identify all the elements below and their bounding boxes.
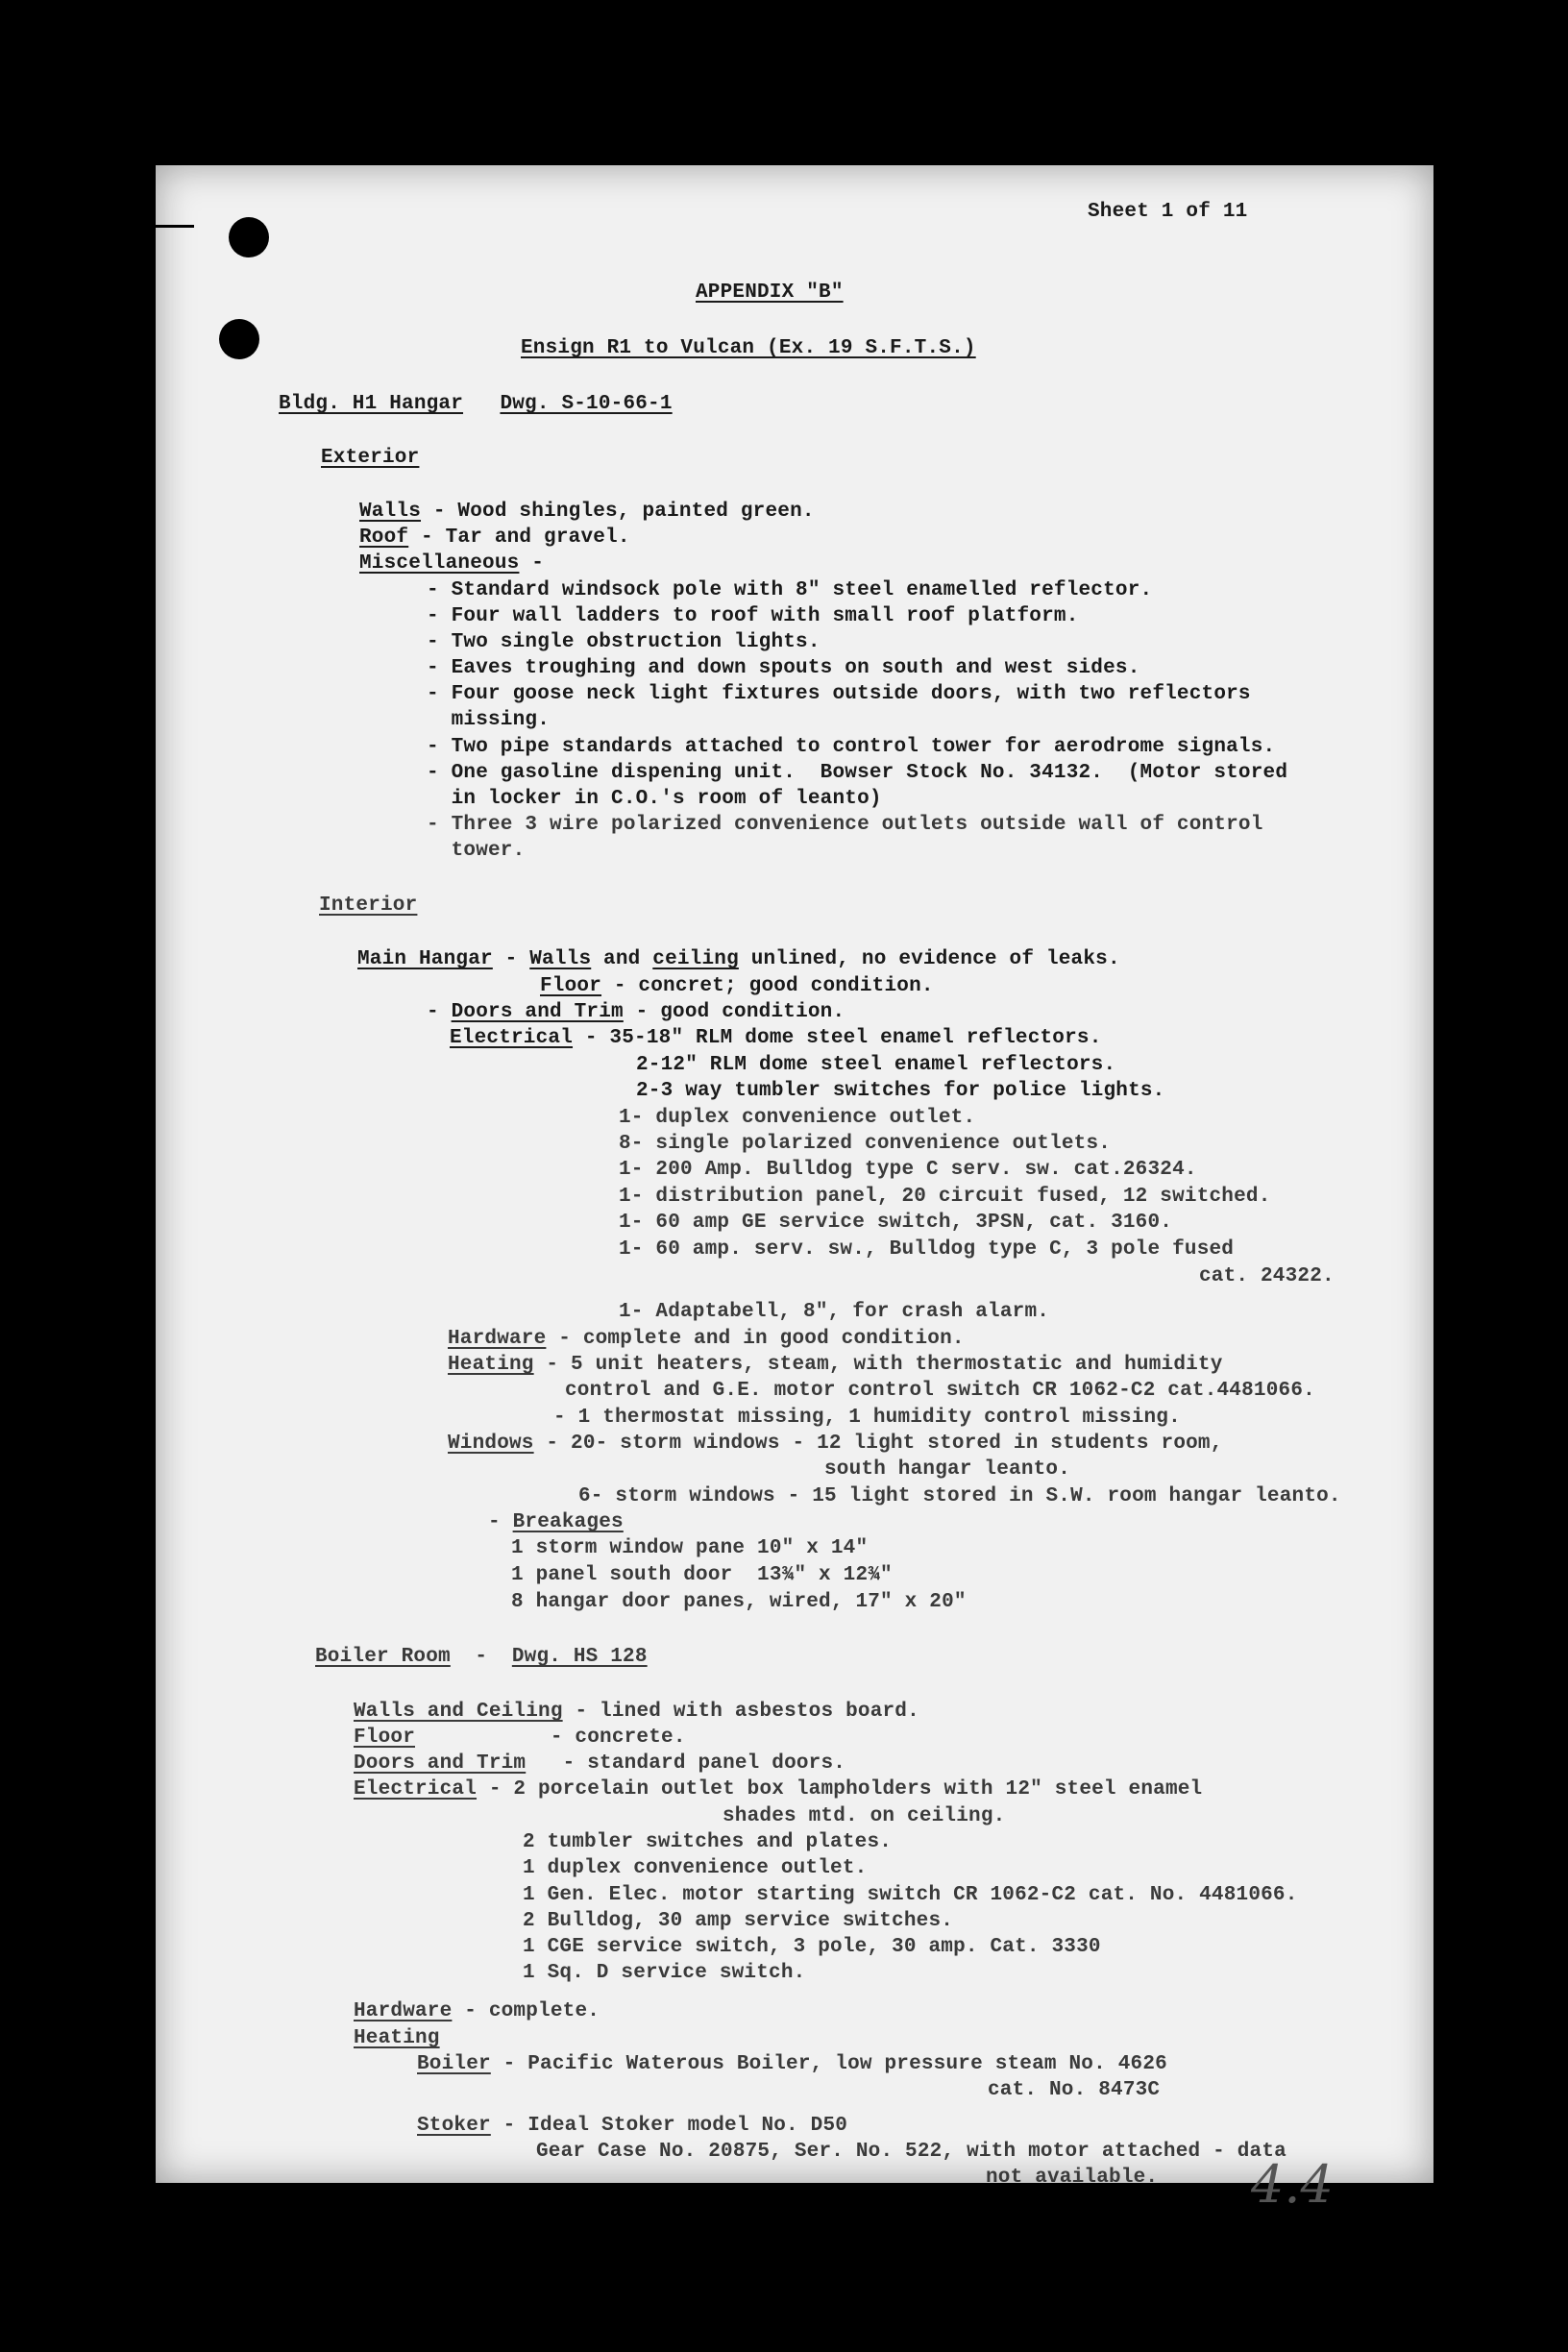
interior-heading: Interior xyxy=(319,894,418,917)
electrical-item: 1- 60 amp. serv. sw., Bulldog type C, 3 pole fused xyxy=(619,1238,1235,1261)
boiler-floor-label: Floor xyxy=(354,1727,416,1749)
misc-item: - Four goose neck light fixtures outside doors, with two reflectors xyxy=(427,683,1251,705)
floor-label: Floor xyxy=(540,975,602,997)
breakages-prefix: - xyxy=(488,1511,513,1533)
doors-text: - good condition. xyxy=(623,1001,845,1023)
misc-item: tower. xyxy=(427,840,526,862)
boiler-heating-label: Heating xyxy=(354,2027,440,2049)
boiler-electrical-label: Electrical xyxy=(354,1778,478,1801)
main-hangar-line xyxy=(357,947,1120,972)
breakage-item: 1 panel south door 13¾" x 12¾" xyxy=(511,1564,893,1586)
floor-text: - concret; good condition. xyxy=(601,975,934,997)
handwritten-notation: 4.4 xyxy=(1251,2154,1334,2215)
exterior-misc xyxy=(359,551,544,576)
building-drawing: Dwg. S-10-66-1 xyxy=(500,393,673,415)
doors-prefix: - xyxy=(427,1001,452,1023)
stoker-text: - Ideal Stoker model No. D50 xyxy=(490,2115,848,2137)
misc-item: - Eaves troughing and down spouts on south and west sides. xyxy=(427,657,1140,679)
heating-text: - 5 unit heaters, steam, with thermostatic and humidity xyxy=(533,1354,1223,1376)
boiler-electrical-item: 1 CGE service switch, 3 pole, 30 amp. Cat. 3330 xyxy=(523,1936,1101,1958)
heating-label: Heating xyxy=(448,1354,534,1376)
appendix-title: APPENDIX "B" xyxy=(696,282,844,304)
boiler-electrical-line xyxy=(354,1777,1202,1802)
breakages-label: Breakages xyxy=(512,1511,624,1533)
heating-cont: control and G.E. motor control switch CR 1062-C2 cat.4481066. xyxy=(565,1380,1315,1402)
electrical-first: - 35-18" RLM dome steel enamel reflectors. xyxy=(573,1027,1102,1049)
building-line xyxy=(279,392,673,417)
boiler-cat: cat. No. 8473C xyxy=(988,2079,1161,2101)
stoker-label: Stoker xyxy=(417,2115,491,2137)
boiler-walls-line xyxy=(354,1700,919,1725)
boiler-doors-text: - standard panel doors. xyxy=(526,1752,846,1775)
misc-item: - Four wall ladders to roof with small roof platform. xyxy=(427,605,1079,627)
windows-second: 6- storm windows - 15 light stored in S.W. room hangar leanto. xyxy=(578,1485,1341,1507)
main-doors-line xyxy=(427,1000,845,1025)
breakage-item: 8 hangar door panes, wired, 17" x 20" xyxy=(511,1591,967,1613)
heating-missing: - 1 thermostat missing, 1 humidity control missing. xyxy=(553,1407,1181,1429)
electrical-item: 1- duplex convenience outlet. xyxy=(619,1107,976,1129)
main-electrical-line xyxy=(450,1026,1102,1051)
exterior-walls xyxy=(359,500,815,525)
stoker-cont-2: not available. xyxy=(986,2167,1159,2189)
boiler-room-label: Boiler Room xyxy=(315,1646,451,1668)
windows-cont: south hangar leanto. xyxy=(824,1458,1071,1481)
boiler-electrical-cont: shades mtd. on ceiling. xyxy=(723,1805,1006,1827)
electrical-item: 1- 200 Amp. Bulldog type C serv. sw. cat.26324. xyxy=(619,1159,1197,1181)
misc-item: - Three 3 wire polarized convenience outlets outside wall of control xyxy=(427,814,1263,836)
main-floor-line xyxy=(540,974,934,999)
main-ceiling-label: ceiling xyxy=(652,948,739,970)
boiler-electrical-item: 1 duplex convenience outlet. xyxy=(523,1857,868,1879)
boiler-hardware-text: - complete. xyxy=(452,2000,600,2022)
electrical-item: 1- 60 amp GE service switch, 3PSN, cat. 3160. xyxy=(619,1212,1173,1234)
document-page xyxy=(156,165,1433,2215)
boiler-room-line xyxy=(315,1645,648,1670)
stoker-cont: Gear Case No. 20875, Ser. No. 522, with motor attached - data xyxy=(536,2141,1286,2163)
punch-hole-bottom xyxy=(219,319,259,359)
breakages-line xyxy=(488,1510,624,1535)
hardware-line xyxy=(448,1327,965,1352)
boiler-doors-label: Doors and Trim xyxy=(354,1752,527,1775)
doors-label: Doors and Trim xyxy=(451,1001,624,1023)
misc-item: missing. xyxy=(427,709,551,731)
electrical-item: 1- Adaptabell, 8", for crash alarm. xyxy=(619,1301,1050,1323)
roof-label: Roof xyxy=(359,527,409,549)
building-name: Bldg. H1 Hangar xyxy=(279,393,464,415)
walls-label: Walls xyxy=(359,501,422,523)
boiler-electrical-item: 1 Sq. D service switch. xyxy=(523,1962,806,1984)
electrical-item: 2-3 way tumbler switches for police lights. xyxy=(636,1080,1165,1102)
main-walls-label: Walls xyxy=(529,948,592,970)
electrical-item: cat. 24322. xyxy=(1199,1265,1335,1287)
sheet-number: Sheet 1 of 11 xyxy=(1088,201,1248,223)
boiler-hardware-line xyxy=(354,1999,600,2024)
subtitle: Ensign R1 to Vulcan (Ex. 19 S.F.T.S.) xyxy=(521,337,976,359)
hardware-label: Hardware xyxy=(448,1328,547,1350)
electrical-item: 8- single polarized convenience outlets. xyxy=(619,1133,1112,1155)
electrical-item: 1- distribution panel, 20 circuit fused, 12 switched. xyxy=(619,1186,1271,1208)
boiler-label: Boiler xyxy=(417,2053,491,2075)
boiler-doors-line xyxy=(354,1752,845,1776)
windows-text: - 20- storm windows - 12 light stored in students room, xyxy=(533,1433,1223,1455)
hardware-text: - complete and in good condition. xyxy=(546,1328,965,1350)
main-hangar-label: Main Hangar xyxy=(357,948,493,970)
stoker-line xyxy=(417,2114,847,2139)
boiler-walls-label: Walls and Ceiling xyxy=(354,1701,563,1723)
boiler-electrical-item: 2 Bulldog, 30 amp service switches. xyxy=(523,1910,954,1932)
electrical-label: Electrical xyxy=(450,1027,574,1049)
misc-item: - Standard windsock pole with 8" steel enamelled reflector. xyxy=(427,579,1153,601)
walls-text: - Wood shingles, painted green. xyxy=(421,501,815,523)
boiler-electrical-item: 1 Gen. Elec. motor starting switch CR 1062-C2 cat. No. 4481066. xyxy=(523,1884,1298,1906)
misc-item: - One gasoline dispening unit. Bowser Stock No. 34132. (Motor stored xyxy=(427,762,1288,784)
misc-item: - Two single obstruction lights. xyxy=(427,631,821,653)
boiler-room-sep: - xyxy=(450,1646,512,1668)
boiler-hardware-label: Hardware xyxy=(354,2000,453,2022)
misc-text: - xyxy=(519,552,545,575)
electrical-item: 2-12" RLM dome steel enamel reflectors. xyxy=(636,1054,1116,1076)
heating-line xyxy=(448,1353,1223,1378)
boiler-line xyxy=(417,2052,1167,2077)
boiler-electrical-text: - 2 porcelain outlet box lampholders with 12" steel enamel xyxy=(477,1778,1203,1801)
misc-label: Miscellaneous xyxy=(359,552,520,575)
boiler-walls-text: - lined with asbestos board. xyxy=(562,1701,919,1723)
windows-label: Windows xyxy=(448,1433,534,1455)
exterior-roof xyxy=(359,526,630,551)
misc-item: in locker in C.O.'s room of leanto) xyxy=(427,788,882,810)
boiler-electrical-item: 2 tumbler switches and plates. xyxy=(523,1831,893,1853)
main-and: and xyxy=(591,948,653,970)
exterior-heading: Exterior xyxy=(321,447,420,469)
punch-hole-top xyxy=(229,217,269,257)
boiler-floor-text: - concrete. xyxy=(538,1727,686,1749)
misc-item: - Two pipe standards attached to control tower for aerodrome signals. xyxy=(427,736,1276,758)
boiler-floor-line xyxy=(354,1726,686,1751)
margin-rule xyxy=(117,225,194,228)
main-walls-text: unlined, no evidence of leaks. xyxy=(738,948,1120,970)
boiler-text: - Pacific Waterous Boiler, low pressure steam No. 4626 xyxy=(490,2053,1167,2075)
main-hangar-sep: - xyxy=(492,948,530,970)
boiler-room-drawing: Dwg. HS 128 xyxy=(511,1646,648,1668)
breakage-item: 1 storm window pane 10" x 14" xyxy=(511,1537,869,1559)
windows-line xyxy=(448,1432,1223,1457)
roof-text: - Tar and gravel. xyxy=(408,527,630,549)
